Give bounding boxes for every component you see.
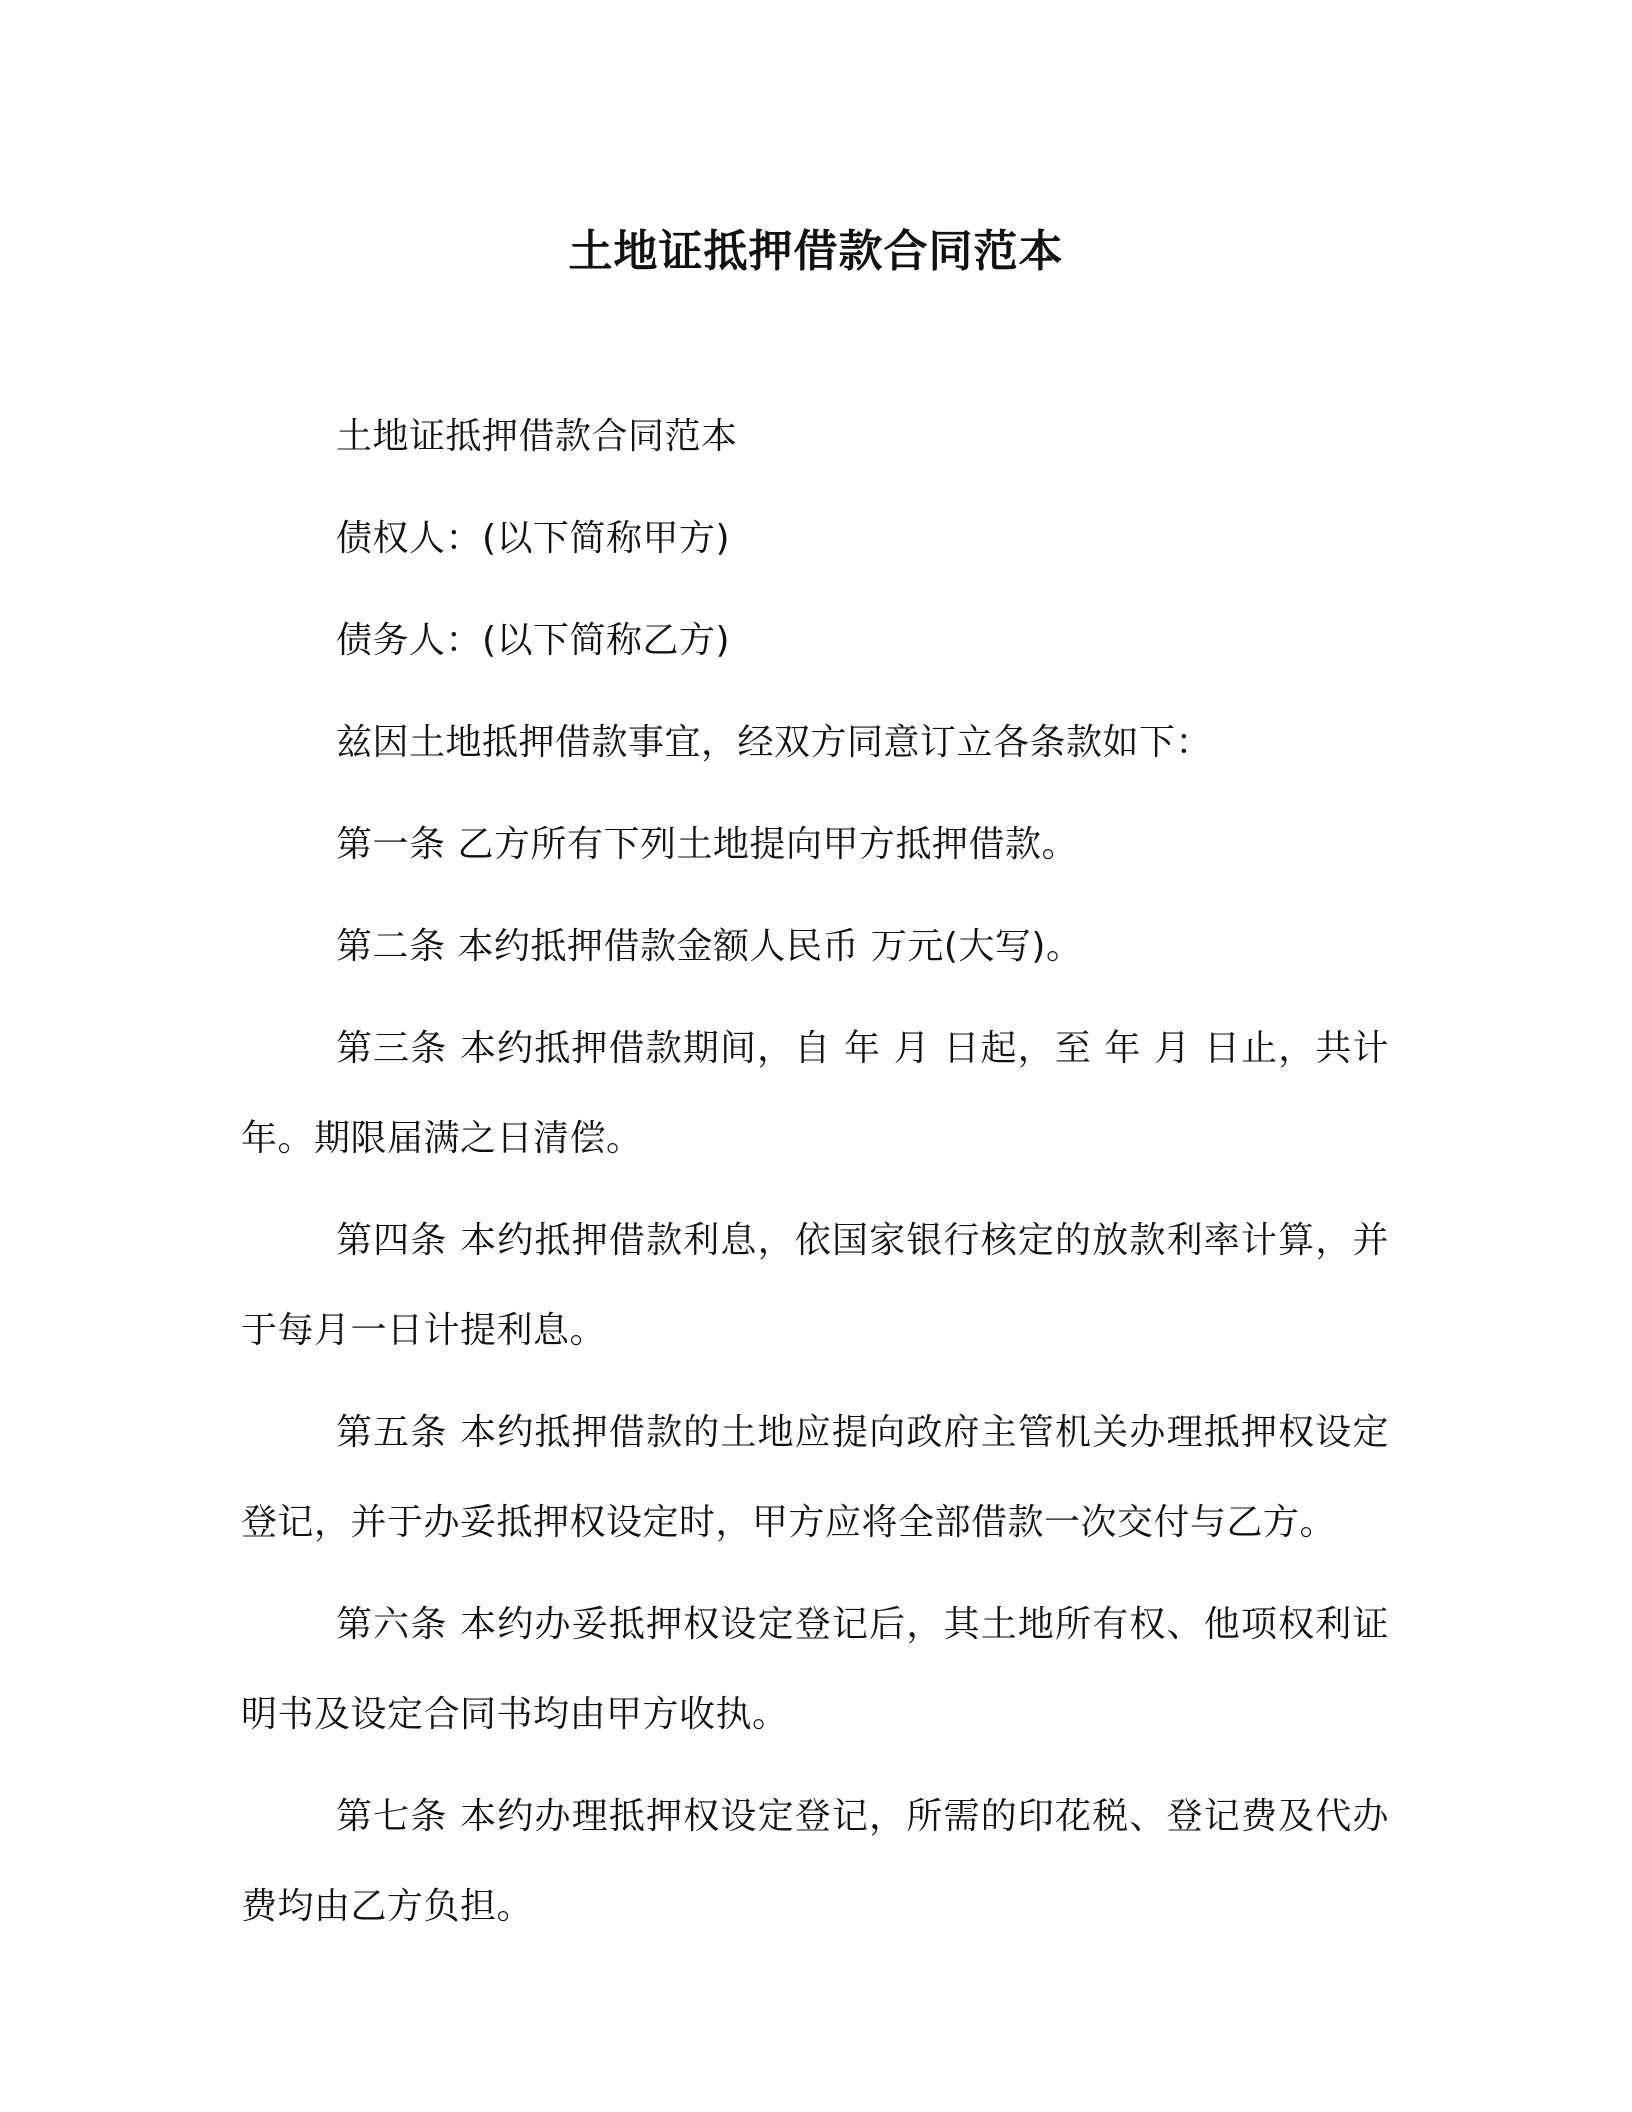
- document-title: 土地证抵押借款合同范本: [568, 226, 1064, 277]
- document-body: [241, 392, 1389, 1964]
- paragraph-subtitle: 土地证抵押借款合同范本: [336, 416, 738, 457]
- paragraph-article-6: 第六条 本约办妥抵押权设定登记后，其土地所有权、他项权利证明书及设定合同书均由甲方收执。: [241, 1604, 1389, 1735]
- paragraph-article-1: 第一条 乙方所有下列土地提向甲方抵押借款。: [336, 824, 1078, 865]
- paragraph-article-2: 第二条 本约抵押借款金额人民币 万元(大写)。: [336, 926, 1083, 967]
- paragraph-preamble: 兹因土地抵押借款事宜，经双方同意订立各条款如下：: [336, 722, 1213, 763]
- paragraph-article-5: 第五条 本约抵押借款的土地应提向政府主管机关办理抵押权设定登记，并于办妥抵押权设定时，甲方应将全部借款一次交付与乙方。: [241, 1412, 1389, 1543]
- paragraph-article-7: 第七条 本约办理抵押权设定登记，所需的印花税、登记费及代办费均由乙方负担。: [241, 1796, 1389, 1927]
- paragraph-article-4: 第四条 本约抵押借款利息，依国家银行核定的放款利率计算，并于每月一日计提利息。: [241, 1220, 1389, 1351]
- paragraph-creditor: 债权人：(以下简称甲方): [336, 518, 731, 559]
- paragraph-debtor: 债务人：(以下简称乙方): [336, 620, 731, 661]
- paragraph-article-3: 第三条 本约抵押借款期间，自 年 月 日起，至 年 月 日止，共计 年。期限届满之日清偿。: [241, 1028, 1389, 1159]
